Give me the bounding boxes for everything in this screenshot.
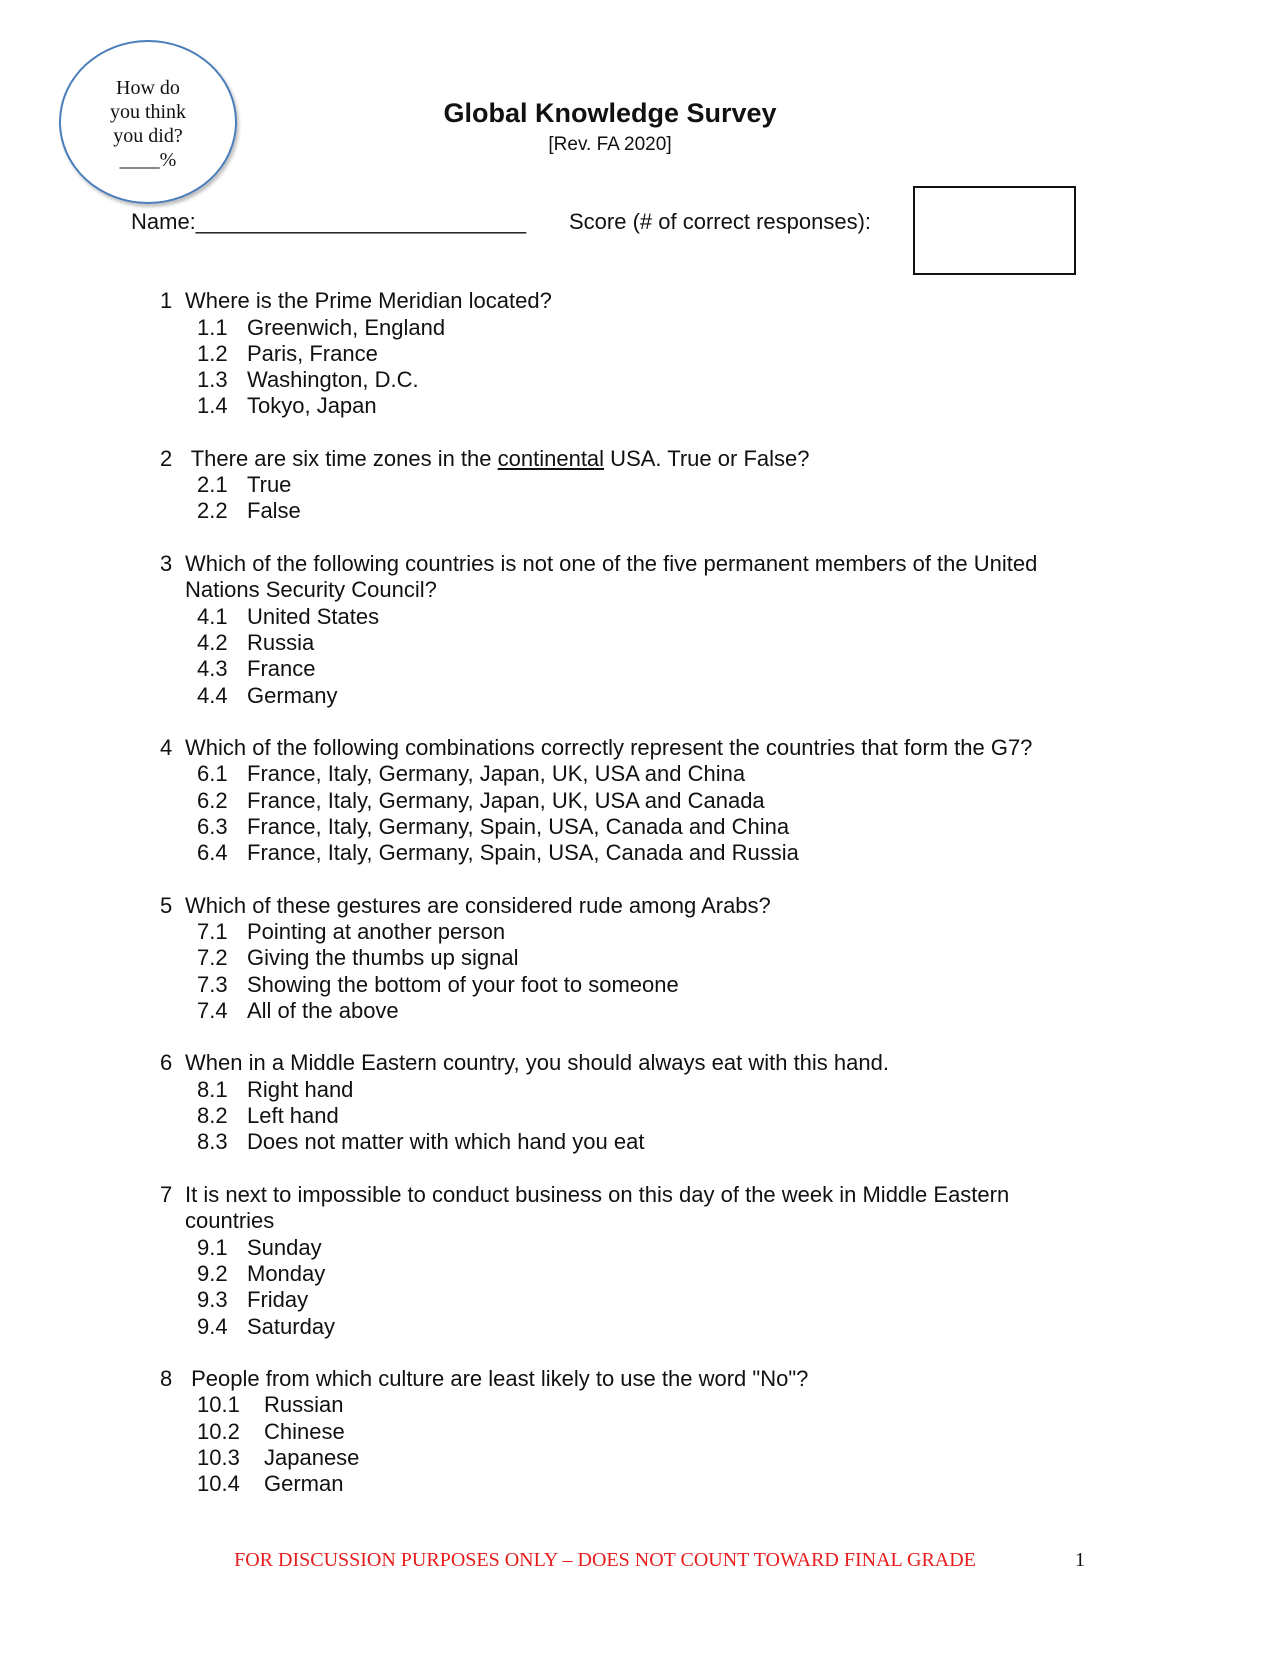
question-text: Which of these gestures are considered rude among Arabs? [185,892,771,918]
answer-option[interactable] [160,1129,1090,1155]
option-number: 1.3 [197,367,228,393]
question-text [185,446,1090,473]
question-1 [160,288,1090,420]
question-text: People from which culture are least likely to use the word "No"? [185,1365,809,1391]
question-number: 2 [160,445,173,471]
option-number: 8.3 [197,1129,228,1155]
answer-option[interactable] [160,840,1090,866]
option-text: All of the above [247,998,399,1024]
answer-option[interactable] [160,761,1090,787]
circle-line: you think [109,101,187,123]
option-number: 1.4 [197,393,228,419]
option-text: Sunday [247,1234,322,1260]
answer-option[interactable] [160,315,1090,341]
answer-option[interactable] [160,1471,1090,1497]
option-number: 4.1 [197,603,228,629]
footer-notice: FOR DISCUSSION PURPOSES ONLY – DOES NOT COUNT TOWARD FINAL GRADE [234,1549,976,1571]
option-number: 7.1 [197,919,228,945]
revision-label: [Rev. FA 2020] [548,134,672,155]
answer-option[interactable] [160,656,1090,682]
option-number: 1.1 [197,314,228,340]
question-7 [160,1182,1090,1340]
option-number: 10.4 [197,1471,240,1497]
score-box[interactable] [913,186,1076,275]
option-text: Washington, D.C. [247,367,419,393]
option-number: 10.2 [197,1418,240,1444]
answer-option[interactable] [160,393,1090,419]
option-text: France, Italy, Germany, Japan, UK, USA and China [247,761,746,787]
answer-option[interactable] [160,998,1090,1024]
option-number: 8.1 [197,1076,228,1102]
option-text: Pointing at another person [247,919,506,945]
question-2 [160,446,1090,525]
option-text: Right hand [247,1076,354,1102]
option-text: German [264,1471,344,1497]
answer-option[interactable] [160,814,1090,840]
option-text: Does not matter with which hand you eat [247,1129,645,1155]
answer-option[interactable] [160,604,1090,630]
option-text: Showing the bottom of your foot to someone [247,971,679,997]
question-3 [160,551,1090,709]
question-number: 4 [160,734,173,760]
option-number: 2.1 [197,472,228,498]
question-text: Which of the following countries is not one of the five permanent members of the United Nations Security Council? [185,550,1038,603]
self-assessment-circle [59,40,237,204]
answer-option[interactable] [160,1103,1090,1129]
question-8 [160,1366,1090,1498]
answer-option[interactable] [160,1392,1090,1418]
option-text: Monday [247,1261,326,1287]
option-number: 10.1 [197,1392,240,1418]
question-number: 8 [160,1365,173,1391]
question-4 [160,735,1090,867]
option-number: 4.2 [197,630,228,656]
answer-option[interactable] [160,1419,1090,1445]
answer-option[interactable] [160,919,1090,945]
option-text: Left hand [247,1103,339,1129]
question-text: Which of the following combinations correctly represent the countries that form the G7? [185,734,1033,760]
question-5 [160,893,1090,1025]
option-text: France, Italy, Germany, Japan, UK, USA and Canada [247,787,765,813]
option-number: 9.1 [197,1234,228,1260]
option-number: 6.1 [197,761,228,787]
answer-option[interactable] [160,367,1090,393]
option-number: 4.3 [197,656,228,682]
option-number: 6.3 [197,814,228,840]
answer-option[interactable] [160,498,1090,524]
percent-blank[interactable]: ____% [119,149,177,171]
option-number: 1.2 [197,340,228,366]
option-text: Greenwich, England [247,314,446,340]
answer-option[interactable] [160,683,1090,709]
option-number: 4.4 [197,682,228,708]
score-label: Score (# of correct responses): [569,209,872,234]
option-number: 6.2 [197,787,228,813]
option-number: 7.4 [197,998,228,1024]
answer-option[interactable] [160,972,1090,998]
option-text: Giving the thumbs up signal [247,945,519,971]
option-number: 9.2 [197,1261,228,1287]
answer-option[interactable] [160,945,1090,971]
answer-option[interactable] [160,1261,1090,1287]
option-text: France, Italy, Germany, Spain, USA, Canada and China [247,814,790,840]
option-number: 9.4 [197,1313,228,1339]
answer-option[interactable] [160,341,1090,367]
answer-option[interactable] [160,630,1090,656]
answer-option[interactable] [160,1314,1090,1340]
name-field[interactable] [131,209,526,235]
option-text: Germany [247,682,338,708]
circle-line: you did? [113,125,183,147]
question-text: When in a Middle Eastern country, you should always eat with this hand. [185,1050,889,1076]
option-text: False [247,498,301,524]
question-number: 3 [160,550,173,576]
question-6 [160,1050,1090,1155]
answer-option[interactable] [160,1235,1090,1261]
question-text-part: USA. True or False? [604,445,810,471]
option-text: France, Italy, Germany, Spain, USA, Canada and Russia [247,840,799,866]
option-text: True [247,472,292,498]
option-text: Paris, France [247,340,378,366]
question-list [160,288,1090,1524]
option-number: 6.4 [197,840,228,866]
answer-option[interactable] [160,472,1090,498]
option-text: Russia [247,630,315,656]
question-text: It is next to impossible to conduct business on this day of the week in Middle Eastern countries [185,1181,1010,1234]
answer-option[interactable] [160,1077,1090,1103]
name-blank[interactable]: ___________________________ [195,209,527,234]
page-number: 1 [1075,1549,1085,1571]
self-assessment-text [61,76,235,172]
question-text: Where is the Prime Meridian located? [185,288,552,313]
name-label: Name: [131,209,196,234]
option-text: Russian [264,1392,344,1418]
question-text-part: There are six time zones in the [185,445,498,471]
option-number: 2.2 [197,498,228,524]
option-number: 8.2 [197,1103,228,1129]
answer-option[interactable] [160,788,1090,814]
option-text: Chinese [264,1418,345,1444]
option-number: 9.3 [197,1287,228,1313]
question-number: 5 [160,892,173,918]
option-text: Tokyo, Japan [247,393,377,419]
option-text: United States [247,603,380,629]
option-text: France [247,656,316,682]
question-number: 1 [160,288,173,313]
underlined-term: continental [497,445,605,471]
question-number: 7 [160,1181,173,1207]
option-text: Japanese [264,1445,360,1471]
page-title: Global Knowledge Survey [443,98,777,128]
question-number: 6 [160,1050,173,1076]
option-text: Saturday [247,1313,336,1339]
answer-option[interactable] [160,1287,1090,1313]
option-number: 7.3 [197,971,228,997]
option-number: 10.3 [197,1445,240,1471]
option-text: Friday [247,1287,309,1313]
circle-line: How do [116,77,180,99]
answer-option[interactable] [160,1445,1090,1471]
option-number: 7.2 [197,945,228,971]
